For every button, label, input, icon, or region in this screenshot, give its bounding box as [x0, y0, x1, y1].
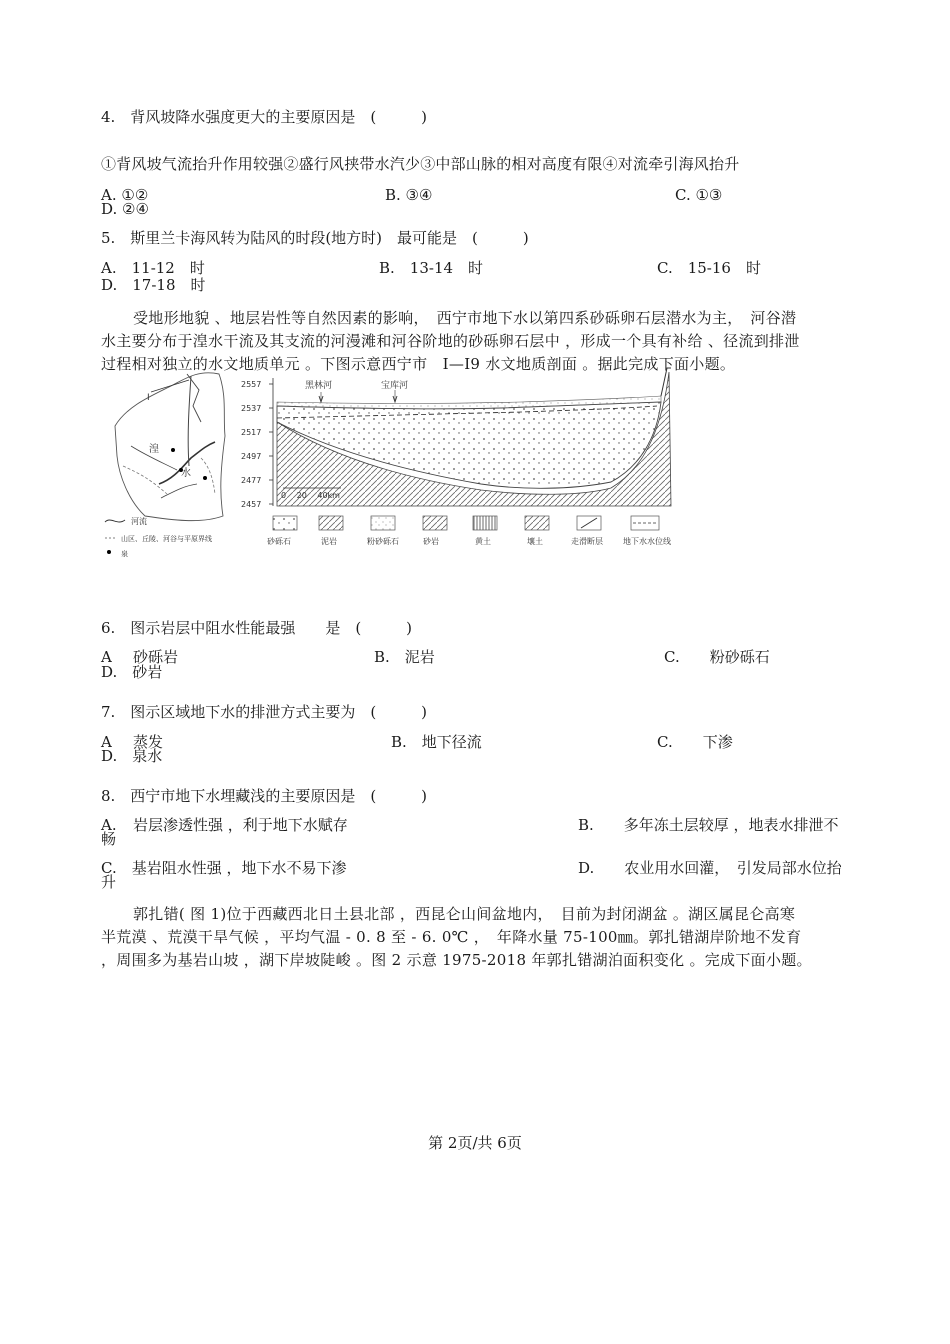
q5-option-b: B. 13-14 时 — [379, 259, 484, 277]
q4-option-c: C. ①③ — [675, 186, 723, 204]
elev-2497: 2497 — [241, 452, 262, 461]
q8-option-a-letter: A. — [101, 816, 117, 834]
q4-option-b: B. ③④ — [385, 186, 433, 204]
page-footer: 第 2页/共 6页 — [428, 1134, 522, 1152]
elev-2477: 2477 — [241, 476, 262, 485]
q8-option-b: B. 多年冻土层较厚 ，地表水排泄不 — [578, 816, 839, 834]
passage-guozhacuo-line-3: ，周围多为基岩山坡 ，湖下岸坡陡峻 。图 2 示意 1975-2018 年郭扎错湖泊面积变化 。完成下面小题。 — [101, 951, 812, 969]
location-map — [105, 373, 225, 558]
spring-marker — [171, 448, 175, 452]
elev-2557: 2557 — [241, 380, 262, 389]
q7-option-a-letter: A — [101, 733, 112, 751]
q6-option-a: 砂砾岩 — [133, 648, 179, 666]
legend-fault: 走滑断层 — [571, 537, 603, 546]
q4-statements: ①背风坡气流抬升作用较强②盛行风挟带水汽少③中部山脉的相对高度有限④对流牵引海风抬升 — [101, 155, 740, 173]
elev-2517: 2517 — [241, 428, 262, 437]
legend-loess: 黄土 — [475, 537, 491, 546]
elev-2537: 2537 — [241, 404, 262, 413]
map-label-huang: 湟 — [149, 444, 159, 455]
q7-option-b: B. 地下径流 — [391, 733, 482, 751]
q8-stem: 8. 西宁市地下水埋藏浅的主要原因是 ( ) — [101, 787, 428, 805]
passage-guozhacuo-line-1: 郭扎错( 图 1)位于西藏西北日土县北部 ，西昆仑山间盆地内， 目前为封闭湖盆 。湖区属昆仑高寒 — [133, 905, 796, 923]
legend-boundary-label: 山区、丘陵、河谷与平原界线 — [121, 535, 212, 543]
q4-stem: 4. 背风坡降水强度更大的主要原因是 ( ) — [101, 108, 428, 126]
legend-loam: 壤土 — [527, 537, 543, 546]
cross-section — [241, 368, 671, 509]
passage-xining-line-1: 受地形地貌 、地层岩性等自然因素的影响， 西宁市地下水以第四系砂砾卵石层潜水为主， 河谷潜 — [133, 309, 797, 327]
river-heilin-label: 黑林河 — [305, 381, 333, 391]
q7-option-c: C. 下渗 — [657, 733, 733, 751]
spring-icon — [107, 550, 111, 554]
q5-option-a: A. 11-12 时 — [101, 259, 205, 277]
q7-option-d: D. 泉水 — [101, 747, 163, 765]
q8-option-c: C. 基岩阻水性强 ，地下水不易下渗 — [101, 859, 347, 877]
legend-sandstone: 砂岩 — [423, 537, 439, 546]
legend-spring-label: 泉 — [121, 550, 128, 558]
map-label-i: I — [147, 393, 150, 403]
q8-option-a: 岩层渗透性强 ，利于地下水赋存 — [133, 816, 348, 834]
passage-guozhacuo-line-2: 半荒漠 、荒漠干旱气候 ，平均气温 - 0. 8 至 - 6. 0℃ ， 年降水量 75-100㎜。郭扎错湖岸阶地不发育 — [101, 928, 802, 946]
q8-option-d-continued: 升 — [101, 873, 117, 891]
q6-option-c: C. 粉砂砾石 — [664, 648, 770, 666]
legend-silty-gravel: 粉砂砾石 — [367, 537, 399, 546]
q4-option-d: D. ②④ — [101, 200, 149, 218]
q8-option-d: D. 农业用水回灌， 引发局部水位抬 — [578, 859, 842, 877]
q6-option-b: B. 泥岩 — [374, 648, 435, 666]
river-baoku-label: 宝库河 — [381, 381, 409, 391]
passage-xining-line-3: 过程相对独立的水文地质单元 。下图示意西宁市 I—I9 水文地质剖面 。据此完成下面小题。 — [101, 355, 736, 373]
passage-xining-line-2: 水主要分布于湟水干流及其支流的河漫滩和河谷阶地的砂砾卵石层中 ，形成一个具有补给 、径流到排泄 — [101, 332, 800, 350]
q7-stem: 7. 图示区域地下水的排泄方式主要为 ( ) — [101, 703, 428, 721]
map-label-shui: 水 — [181, 468, 191, 479]
q5-option-c: C. 15-16 时 — [657, 259, 761, 277]
elev-2457: 2457 — [241, 500, 262, 509]
q8-option-b-continued: 畅 — [101, 830, 117, 848]
hydrogeology-figure — [101, 366, 676, 562]
q4-option-a: A. ①② — [101, 186, 149, 204]
q7-option-a: 蒸发 — [133, 733, 164, 751]
legend-mudstone: 泥岩 — [321, 537, 337, 546]
section-legend — [267, 516, 671, 546]
q5-stem: 5. 斯里兰卡海风转为陆风的时段(地方时) 最可能是 ( ) — [101, 229, 529, 247]
q6-option-d: D. 砂岩 — [101, 663, 163, 681]
q6-option-a-letter: A — [101, 648, 112, 666]
legend-water-table: 地下水水位线 — [623, 537, 671, 546]
q6-stem: 6. 图示岩层中阻水性能最强 是 ( ) — [101, 619, 413, 637]
spring-marker — [203, 476, 207, 480]
q5-option-d: D. 17-18 时 — [101, 276, 206, 294]
legend-gravel: 砂砾石 — [267, 537, 291, 546]
passage-guozhacuo — [101, 903, 861, 972]
scale-bar-label: 0 20 40km — [281, 491, 340, 500]
legend-river-label: 河流 — [131, 517, 147, 526]
